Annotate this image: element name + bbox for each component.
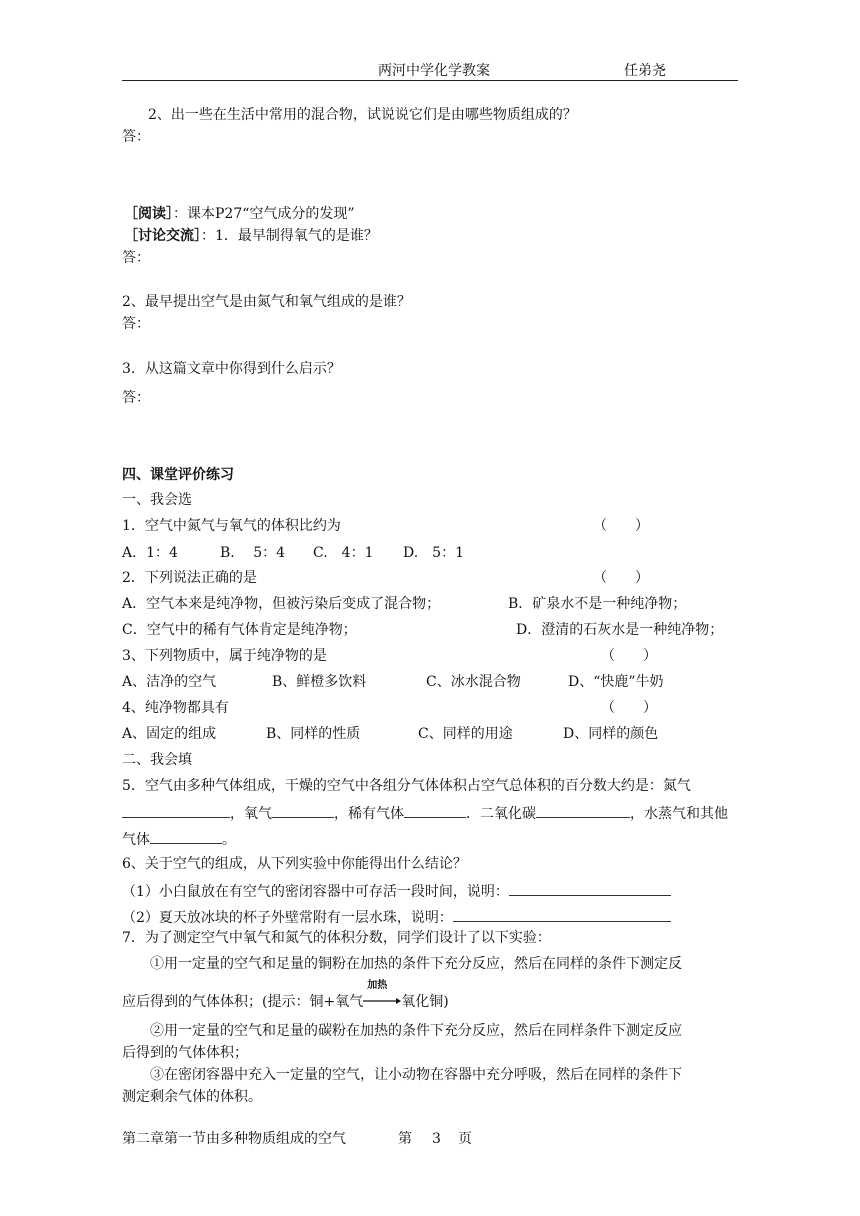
reading-text: ：课本P27“空气成分的发现” — [173, 206, 355, 222]
reading-line — [124, 205, 355, 223]
option-d: D．澄清的石灰水是一种纯净物； — [516, 622, 724, 638]
fill-blank-q6-1[interactable] — [509, 881, 671, 896]
question-3: 3、下列物质中，属于纯净物的是 — [122, 648, 327, 664]
fill-blank-co2[interactable] — [536, 803, 630, 818]
section-title: 四、课堂评价练习 — [122, 467, 234, 483]
option-b: B、同样的性质 — [266, 726, 361, 742]
option-d: D、同样的颜色 — [563, 726, 659, 742]
answer-paren: （ ） — [593, 570, 649, 586]
label-other-gas: 气体 — [122, 832, 150, 848]
question-5-line3 — [122, 829, 236, 849]
option-a: A、固定的组成 — [122, 726, 217, 742]
option-a: A、洁净的空气 — [122, 674, 217, 690]
q6-2-text: （2）夏天放冰块的杯子外壁常附有一层水珠，说明： — [122, 910, 453, 926]
reading-label: ［阅读］ — [124, 206, 173, 222]
experiment-1-product: 氧化铜) — [401, 994, 449, 1010]
experiment-3-line2: 测定剩余气体的体积。 — [122, 1089, 262, 1105]
discuss-question-1: ：1．最早制得氧气的是谁？ — [201, 228, 378, 244]
header-author: 任弟尧 — [624, 63, 666, 79]
answer-paren: （ ） — [601, 648, 657, 664]
part2-heading: 二、我会填 — [122, 752, 192, 768]
answer-label: 答： — [122, 390, 150, 406]
q6-1-text: （1）小白鼠放在有空气的密闭容器中可存活一段时间，说明： — [122, 884, 509, 900]
question-6-1 — [122, 881, 671, 901]
discuss-label: ［讨论交流］ — [124, 228, 201, 244]
answer-label: 答： — [122, 129, 150, 145]
option-c: C．空气中的稀有气体肯定是纯净物； — [122, 622, 357, 638]
fill-blank-q6-2[interactable] — [453, 907, 671, 922]
part1-heading: 一、我会选 — [122, 492, 192, 508]
label-oxygen: ，氧气 — [230, 806, 272, 822]
option-d: D. 5：1 — [403, 545, 464, 561]
header-school: 两河中学化学教案 — [378, 63, 490, 79]
option-b: B、鲜橙多饮料 — [272, 674, 367, 690]
reaction-condition: 加热 — [367, 980, 388, 991]
fill-blank-other-gas[interactable] — [150, 829, 222, 844]
answer-paren: （ ） — [593, 518, 649, 534]
reflection-question-2: 2、出一些在生活中常用的混合物，试说说它们是由哪些物质组成的？ — [148, 107, 577, 123]
answer-label: 答： — [122, 316, 150, 332]
footer-page-prefix: 第 — [398, 1131, 412, 1147]
option-b: B. 5：4 — [220, 545, 286, 561]
fill-blank-rare-gas[interactable] — [404, 803, 466, 818]
footer-page-suffix: 页 — [458, 1131, 472, 1147]
question-1: 1．空气中氮气与氧气的体积比约为 — [122, 518, 341, 534]
experiment-2-line2: 后得到的气体体积； — [122, 1045, 248, 1061]
question-4: 4、纯净物都具有 — [122, 700, 229, 716]
label-co2: ．二氧化碳 — [466, 806, 536, 822]
experiment-3-line1: ③在密闭容器中充入一定量的空气，让小动物在容器中充分呼吸，然后在同样的条件下 — [150, 1067, 682, 1083]
label-water-vapor: ，水蒸气和其他 — [630, 806, 728, 822]
experiment-1-line2 — [122, 980, 449, 1011]
option-c: C、冰水混合物 — [426, 674, 521, 690]
fill-blank-oxygen[interactable] — [272, 803, 334, 818]
experiment-2-line1: ②用一定量的空气和足量的碳粉在加热的条件下充分反应，然后在同样条件下测定反应 — [150, 1023, 682, 1039]
discuss-line — [124, 227, 378, 245]
reaction-arrow — [363, 980, 401, 1006]
experiment-1-text: 应后得到的气体体积；(提示：铜+氧气 — [122, 994, 364, 1010]
option-a: A．1：4 — [122, 545, 178, 561]
option-c: C. 4：1 — [313, 545, 374, 561]
footer-page-number: 3 — [432, 1131, 441, 1147]
discuss-question-2: 2、最早提出空气是由氮气和氧气组成的是谁？ — [122, 294, 411, 310]
question-7: 7．为了测定空气中氧气和氮气的体积分数，同学们设计了以下实验： — [122, 930, 551, 946]
option-d: D、“快鹿”牛奶 — [568, 674, 664, 690]
question-5-line1: 5．空气由多种气体组成，干燥的空气中各组分气体体积占空气总体积的百分数大约是：氮气 — [122, 778, 691, 794]
discuss-question-3: 3．从这篇文章中你得到什么启示？ — [122, 361, 341, 377]
footer-chapter: 第二章第一节由多种物质组成的空气 — [122, 1131, 346, 1147]
answer-paren: （ ） — [601, 700, 657, 716]
label-rare-gas: ，稀有气体 — [334, 806, 404, 822]
question-2: 2．下列说法正确的是 — [122, 570, 257, 586]
option-a: A．空气本来是纯净物，但被污染后变成了混合物； — [122, 596, 441, 612]
header-rule — [122, 80, 738, 81]
answer-label: 答： — [122, 250, 150, 266]
fill-blank-nitrogen[interactable] — [122, 803, 230, 818]
experiment-1-line1: ①用一定量的空气和足量的铜粉在加热的条件下充分反应，然后在同样的条件下测定反 — [150, 956, 682, 972]
question-6: 6、关于空气的组成，从下列实验中你能得出什么结论？ — [122, 856, 467, 872]
option-b: B．矿泉水不是一种纯净物； — [508, 596, 687, 612]
question-6-2 — [122, 907, 671, 927]
option-c: C、同样的用途 — [418, 726, 513, 742]
question-5-line2 — [122, 803, 728, 823]
period: 。 — [222, 832, 236, 848]
